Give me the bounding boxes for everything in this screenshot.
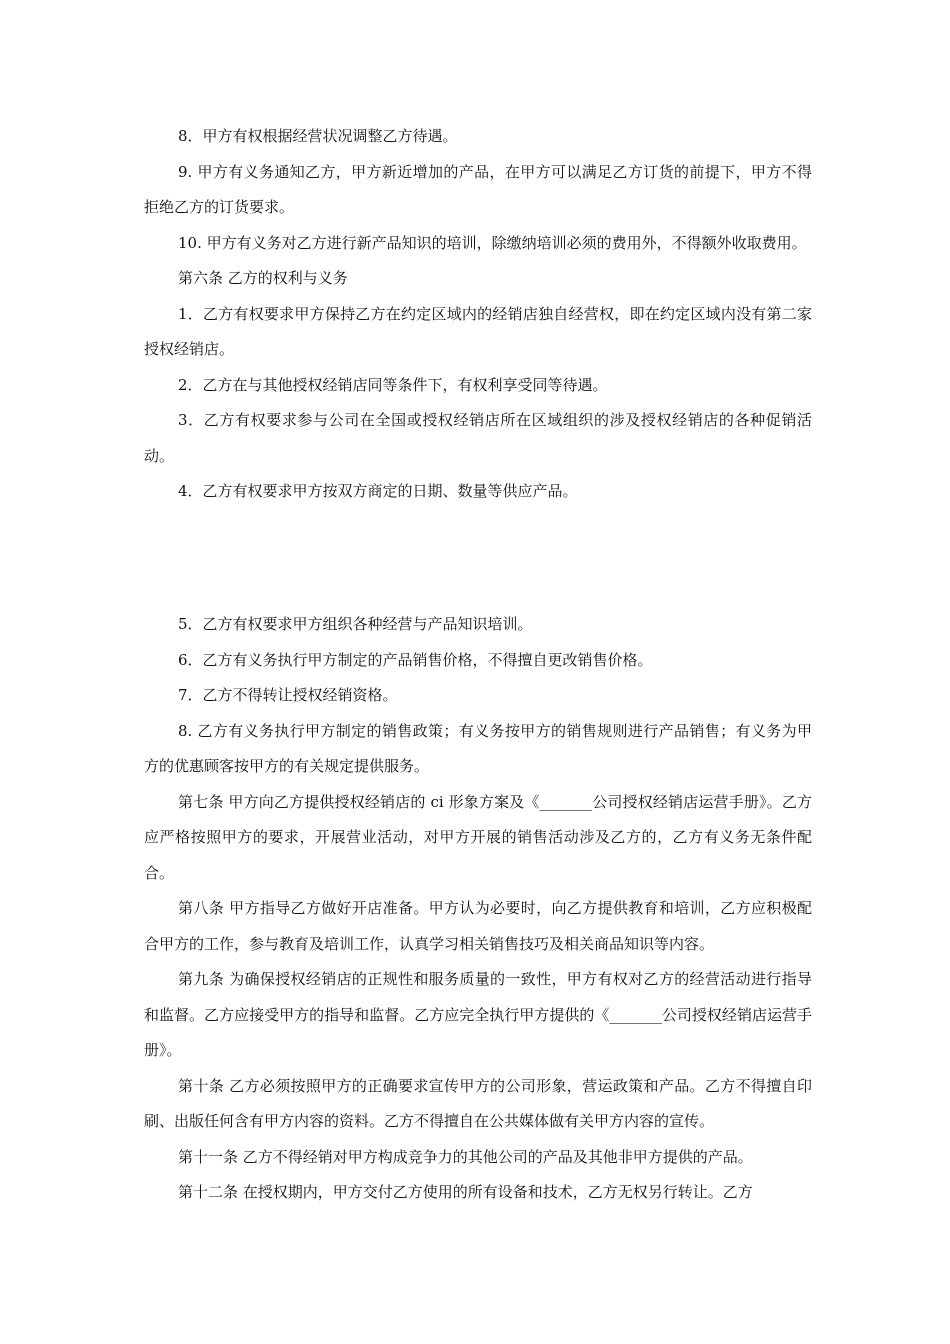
article-9: 第九条 为确保授权经销店的正规性和服务质量的一致性，甲方有权对乙方的经营活动进行指导和监督。乙方应接受甲方的指导和监督。乙方应完全执行甲方提供的《_______公司授权经销店运营手册》。 [144,970,812,1059]
text-block-top [144,119,812,510]
clause-6-item-3: 3．乙方有权要求参与公司在全国或授权经销店所在区域组织的涉及授权经销店的各种促销活动。 [144,411,812,465]
clause-6-item-1: 1．乙方有权要求甲方保持乙方在约定区域内的经销店独自经营权，即在约定区域内没有第二家授权经销店。 [144,304,812,358]
text-block-bottom [144,607,812,1211]
clause-5-item-8: 8．甲方有权根据经营状况调整乙方待遇。 [178,127,458,145]
clause-6-item-7: 7．乙方不得转让授权经销资格。 [178,686,398,704]
clause-6-item-6: 6．乙方有义务执行甲方制定的产品销售价格，不得擅自更改销售价格。 [178,650,653,669]
article-6-heading: 第六条 乙方的权利与义务 [178,269,348,287]
article-11: 第十一条 乙方不得经销对甲方构成竞争力的其他公司的产品及其他非甲方提供的产品。 [178,1147,753,1166]
clause-6-item-4: 4．乙方有权要求甲方按双方商定的日期、数量等供应产品。 [178,482,578,500]
clause-6-item-5: 5．乙方有权要求甲方组织各种经营与产品知识培训。 [178,615,533,633]
clause-6-item-2: 2．乙方在与其他授权经销店同等条件下，有权利享受同等待遇。 [178,375,608,394]
article-10: 第十条 乙方必须按照甲方的正确要求宣传甲方的公司形象，营运政策和产品。乙方不得擅自印刷、出版任何含有甲方内容的资料。乙方不得擅自在公共媒体做有关甲方内容的宣传。 [144,1076,812,1130]
article-7: 第七条 甲方向乙方提供授权经销店的 ci 形象方案及《_______公司授权经销店运营手册》。乙方应严格按照甲方的要求，开展营业活动，对甲方开展的销售活动涉及乙方的，乙方有义务无条件配合。 [144,792,812,882]
clause-5-item-9: 9. 甲方有义务通知乙方，甲方新近增加的产品，在甲方可以满足乙方订货的前提下，甲方不得拒绝乙方的订货要求。 [144,162,812,216]
clause-6-item-8: 8. 乙方有义务执行甲方制定的销售政策；有义务按甲方的销售规则进行产品销售；有义务为甲方的优惠顾客按甲方的有关规定提供服务。 [144,721,812,775]
article-12: 第十二条 在授权期内，甲方交付乙方使用的所有设备和技术，乙方无权另行转让。乙方 [178,1183,753,1201]
article-8: 第八条 甲方指导乙方做好开店准备。甲方认为必要时，向乙方提供教育和培训，乙方应积极配合甲方的工作，参与教育及培训工作，认真学习相关销售技巧及相关商品知识等内容。 [144,899,812,953]
clause-5-item-10: 10. 甲方有义务对乙方进行新产品知识的培训，除缴纳培训必须的费用外，不得额外收取费用。 [178,233,807,252]
